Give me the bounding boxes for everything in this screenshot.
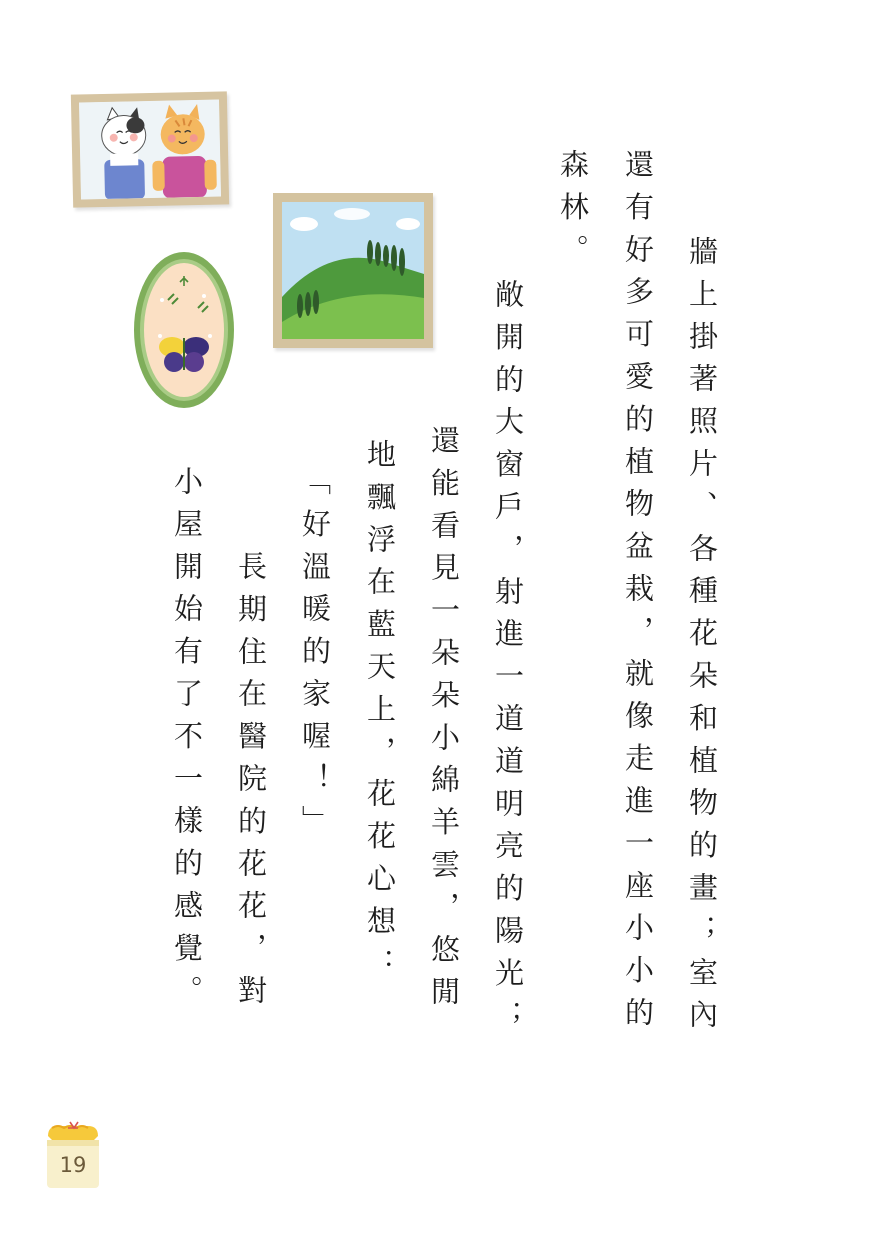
landscape-painting-frame xyxy=(273,193,433,348)
text-column-5: 還能看見一朵朵小綿羊雲，悠閒 xyxy=(427,425,461,1019)
text-column-1: 牆上掛著照片、各種花朵和植物的畫；室內 xyxy=(685,236,719,1042)
text-column-9: 小屋開始有了不一樣的感覺。 xyxy=(170,466,204,1018)
page-number: 19 xyxy=(59,1153,87,1177)
butterfly-illustration xyxy=(132,250,236,410)
cats-illustration xyxy=(79,100,221,200)
text-column-6: 地飄浮在藍天上，花花心想： xyxy=(363,439,397,991)
text-column-7: 「好溫暖的家喔！」 xyxy=(298,466,332,848)
cat-photo-frame xyxy=(71,91,229,207)
landscape-painting xyxy=(282,202,424,339)
text-column-2: 還有好多可愛的植物盆栽，就像走進一座小小的 xyxy=(621,149,655,1040)
text-column-4: 敞開的大窗戶，射進一道道明亮的陽光； xyxy=(491,279,525,1043)
text-column-3: 森林。 xyxy=(556,149,590,277)
hills-illustration xyxy=(282,202,424,339)
cat-photo xyxy=(79,100,221,200)
butterfly-oval-frame xyxy=(132,250,236,410)
text-column-8: 長期住在醫院的花花，對 xyxy=(234,551,268,1018)
